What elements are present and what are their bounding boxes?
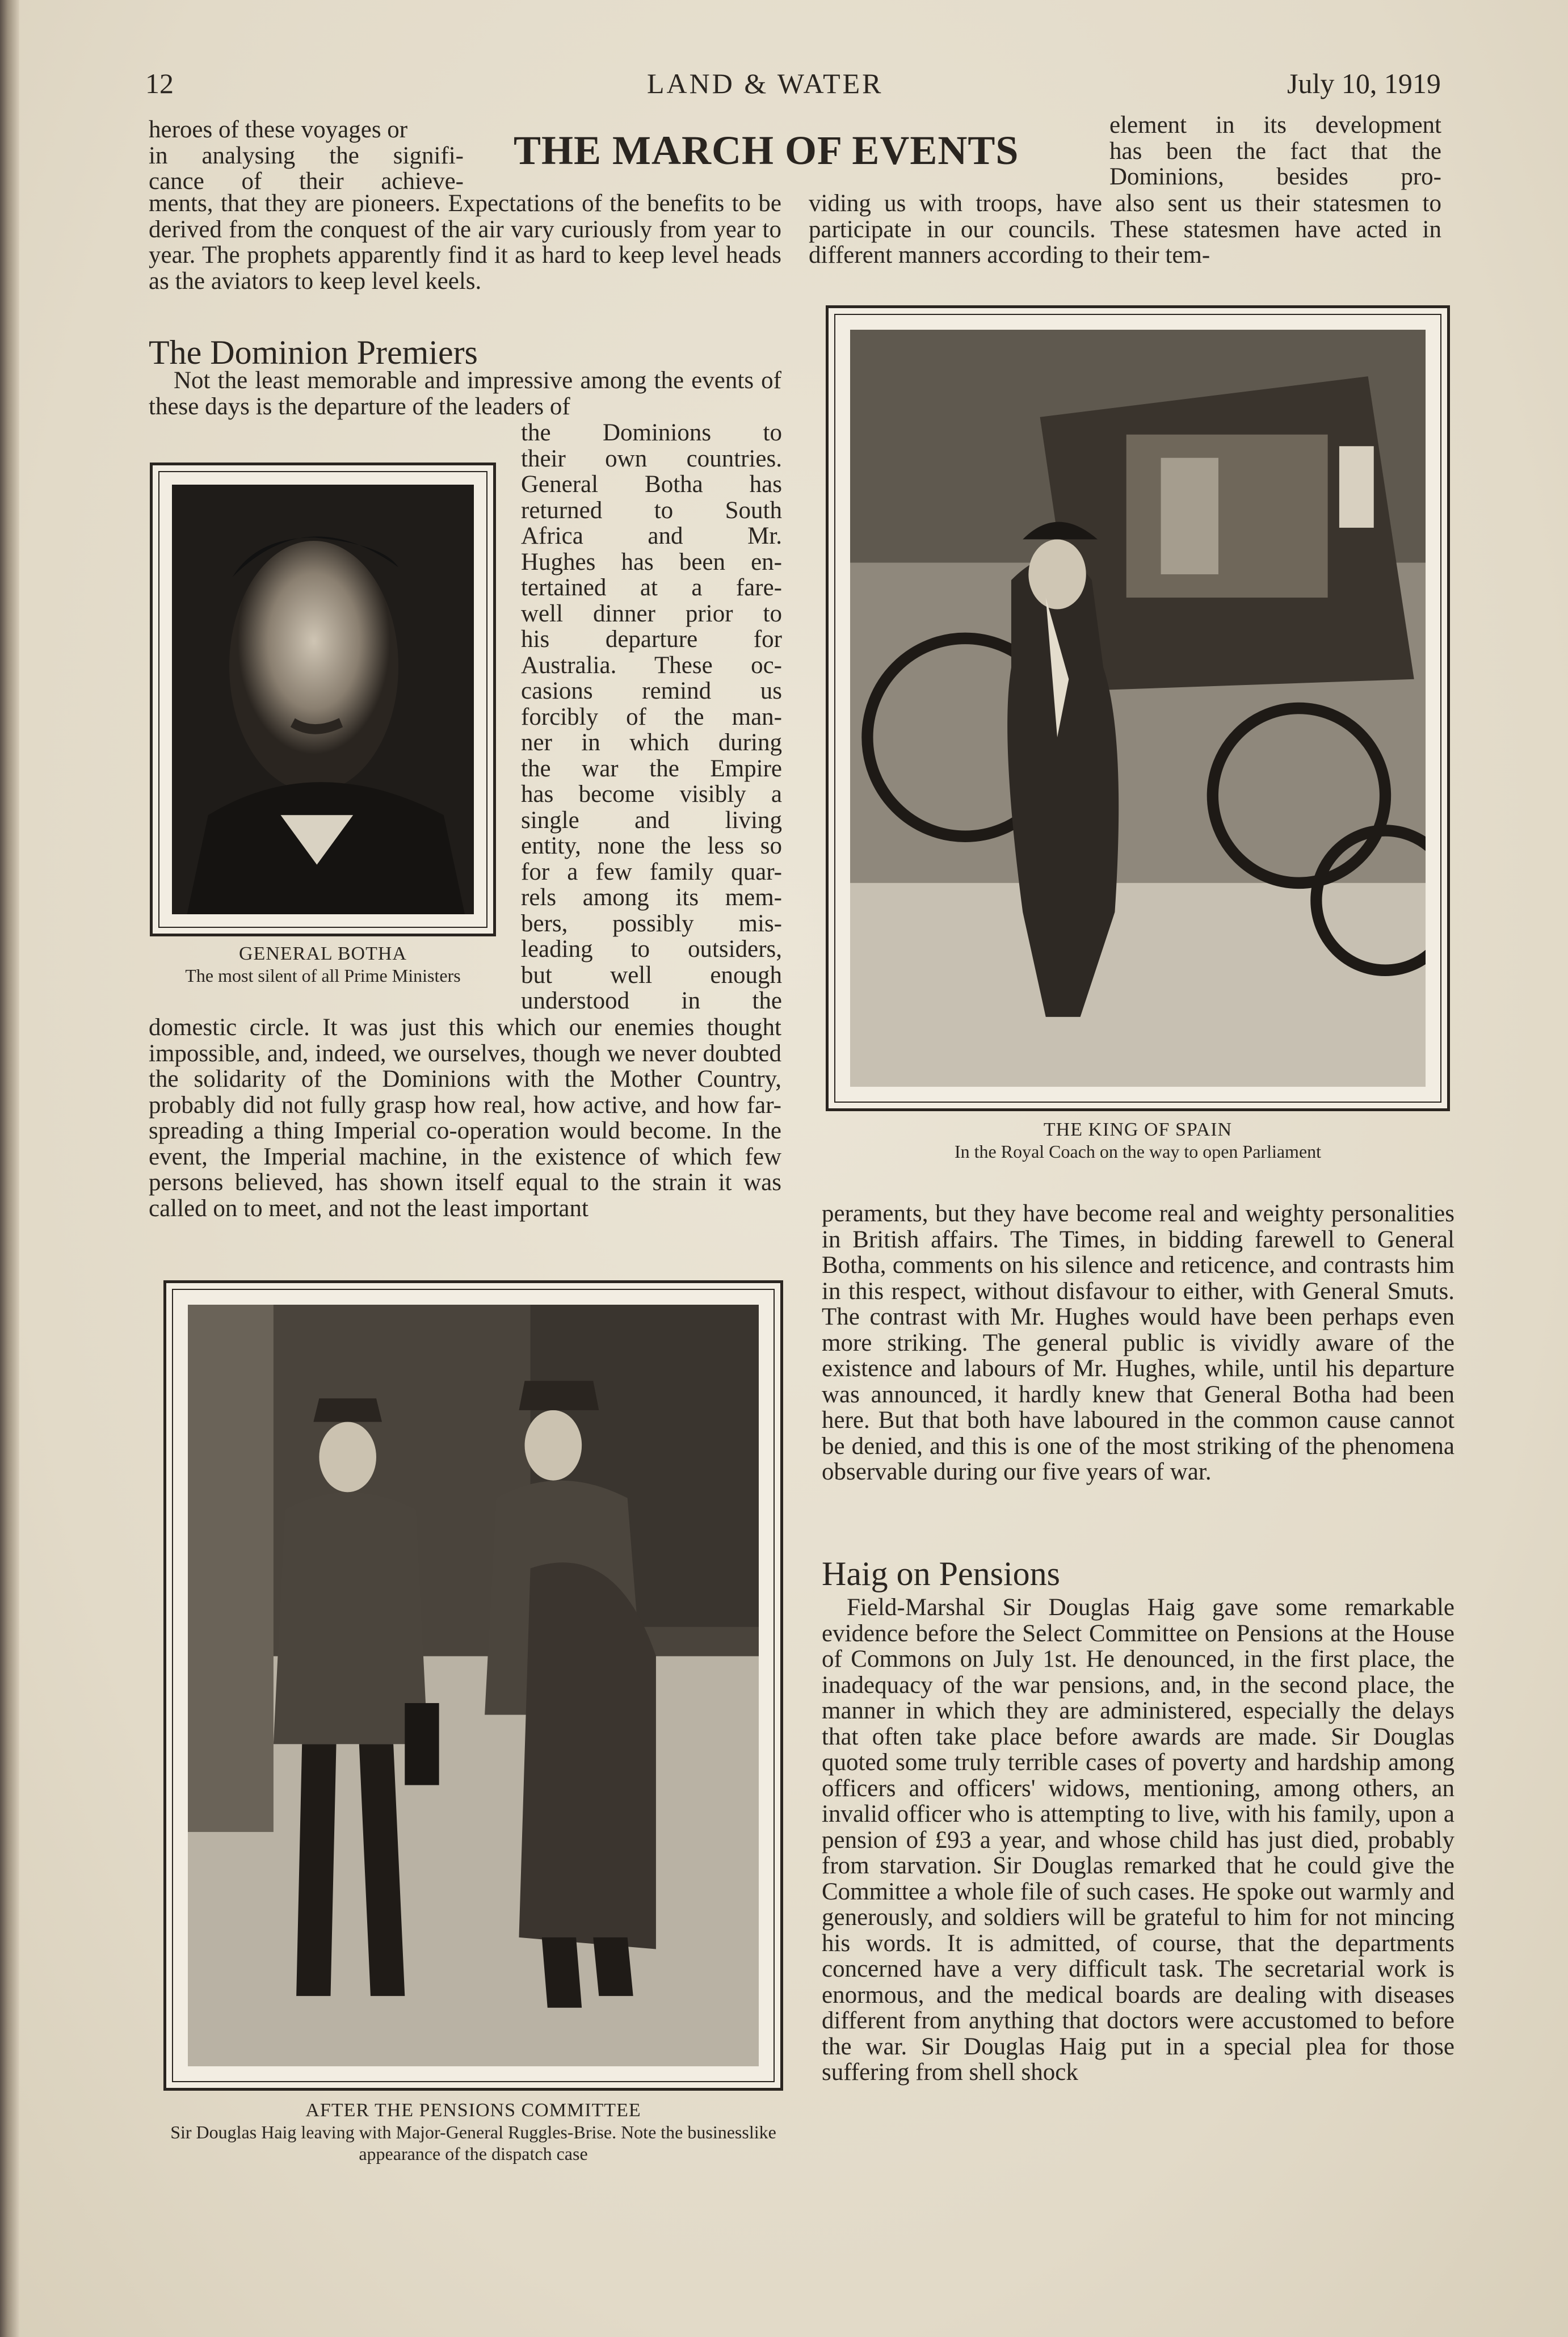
section1-lead xyxy=(149,368,781,419)
intro-left-lines xyxy=(149,117,464,195)
text-line: casions remind us xyxy=(521,678,782,704)
paragraph: Field-Marshal Sir Douglas Haig gave some remarkable evidence before the Select Committee on Pensions at the House of Commons on July 1st. He denounced, in the first place, the inadequacy of the war pensions, and, in the second place, the manner in which they are administered, especially the delays that often take place before awards are made. Sir Douglas quoted some truly terrible cases of poverty and hardship among officers and officers' widows, mentioning, among others, an invalid officer who is attempting to live, with his family, upon a pension of £93 a year, and whose child has just died, probably from starvation. Sir Douglas remarked that he could give the Committee a whole file of such cases. He spoke out warmly and generously, and soldiers will be grateful to him for not mincing his words. It is admitted, of course, that the departments concerned have a very difficult task. The secretarial work is enormous, and the medical boards are dealing with diseases different from anything that doctors were accustomed to before the war. Sir Douglas Haig put in a special plea for those suffering from shell shock xyxy=(822,1594,1455,2086)
caption-subtitle: Sir Douglas Haig leaving with Major-General Ruggles-Brise. Note the businesslike appearance of the dispatch case xyxy=(170,2122,776,2164)
caption-title: GENERAL BOTHA xyxy=(239,943,407,964)
caption-title: THE KING OF SPAIN xyxy=(1043,1119,1233,1140)
text-line: Hughes has been en- xyxy=(521,548,782,575)
haig-photo-frame xyxy=(163,1280,783,2091)
text-line: the war the Empire xyxy=(521,755,782,782)
text-line: single and living xyxy=(521,806,782,834)
section1-narrow-column xyxy=(521,420,782,1014)
text-line: in analysing the signifi- xyxy=(149,142,464,169)
text-line: tertained at a fare- xyxy=(521,574,782,601)
binding-spine xyxy=(0,0,19,2337)
section-heading-haig-on-pensions: Haig on Pensions xyxy=(822,1555,1060,1592)
article-title: THE MARCH OF EVENTS xyxy=(514,128,1019,173)
paragraph: peraments, but they have become real and weighty personalities in British affairs. The Times, in bidding farewell to General Botha, comments on his silence and reticence, and contrasts him in this respect, without disfavour to either, with General Smuts. The contrast with Mr. Hughes would have been perhaps even more striking. The general public is vividly aware of the existence and labours of Mr. Hughes, while, until his departure was announced, it hardly knew that General Botha had been here. But that both have laboured in the common cause cannot be denied, and this is one of the most striking of the phenomena observable during our five years of war. xyxy=(822,1200,1455,1485)
text-line: understood in the xyxy=(521,987,782,1014)
text-line: heroes of these voyages or xyxy=(149,116,408,143)
text-line: Dominions, besides pro- xyxy=(1109,163,1441,190)
section1-continued xyxy=(149,1015,781,1221)
intro-left-paragraph xyxy=(149,191,781,294)
text-line: has become visibly a xyxy=(521,781,782,808)
text-line: Australia. These oc- xyxy=(521,651,782,679)
section-heading-dominion-premiers: The Dominion Premiers xyxy=(149,334,478,371)
text-line: Africa and Mr. xyxy=(521,523,782,549)
section2-body xyxy=(822,1595,1455,2086)
botha-caption xyxy=(150,943,496,986)
text-line: their own countries. xyxy=(521,445,782,472)
king-of-spain-photo-frame xyxy=(826,305,1450,1111)
text-line: bers, possibly mis- xyxy=(521,910,782,937)
text-line: leading to outsiders, xyxy=(521,936,782,962)
paragraph: viding us with troops, have also sent us their statesmen to participate in our councils. These statesmen have acted in different manners according to their tem- xyxy=(809,190,1441,268)
text-line: General Botha has xyxy=(521,471,782,498)
issue-date: July 10, 1919 xyxy=(1287,68,1441,99)
intro-right-paragraph xyxy=(809,191,1441,268)
text-line: well dinner prior to xyxy=(521,600,782,627)
text-line: returned to South xyxy=(521,497,782,524)
text-line: but well enough xyxy=(521,961,782,989)
text-line: forcibly of the man- xyxy=(521,703,782,730)
text-line: for a few family quar- xyxy=(521,858,782,885)
haig-and-ruggles-brise-image xyxy=(188,1305,759,2066)
caption-subtitle: The most silent of all Prime Ministers xyxy=(185,965,461,986)
paragraph: ments, that they are pioneers. Expectations of the benefits to be derived from the conquest of the air vary curiously from year to year. The prophets apparently find it as hard to keep level heads as the aviators to keep level keels. xyxy=(149,190,781,295)
publication-name: LAND & WATER xyxy=(647,68,884,99)
right-column-continuation xyxy=(822,1201,1455,1485)
text-line: entity, none the less so xyxy=(521,833,782,859)
text-line: rels among its mem- xyxy=(521,884,782,911)
king-caption xyxy=(826,1119,1450,1162)
text-line: his departure for xyxy=(521,626,782,653)
botha-portrait-image xyxy=(172,485,474,914)
caption-title: AFTER THE PENSIONS COMMITTEE xyxy=(305,2100,641,2121)
haig-caption xyxy=(163,2100,783,2164)
page-number: 12 xyxy=(145,68,174,99)
royal-coach-image xyxy=(850,330,1426,1087)
text-line: the Dominions to xyxy=(521,419,782,446)
text-line: cance of their achieve- xyxy=(149,168,464,195)
paragraph: domestic circle. It was just this which our enemies thought impossible, and, indeed, we ourselves, though we never doubted the solidarity of the Dominions with the Mother Country, probably did not fully grasp how real, how active, and how far-spreading a thing Imperial co-operation would become. In the event, the Imperial machine, in the existence of which few persons believed, has shown itself equal to the strain it was called on to meet, and not the least important xyxy=(149,1014,781,1222)
caption-subtitle: In the Royal Coach on the way to open Parliament xyxy=(954,1141,1322,1162)
text-line: ner in which during xyxy=(521,729,782,756)
text-line: element in its development xyxy=(1109,112,1441,138)
intro-right-lines xyxy=(1109,112,1441,190)
botha-photo-frame xyxy=(150,463,496,936)
paragraph: Not the least memorable and impressive among the events of these days is the departure of the leaders of xyxy=(149,367,781,420)
text-line: has been the fact that the xyxy=(1109,137,1441,165)
